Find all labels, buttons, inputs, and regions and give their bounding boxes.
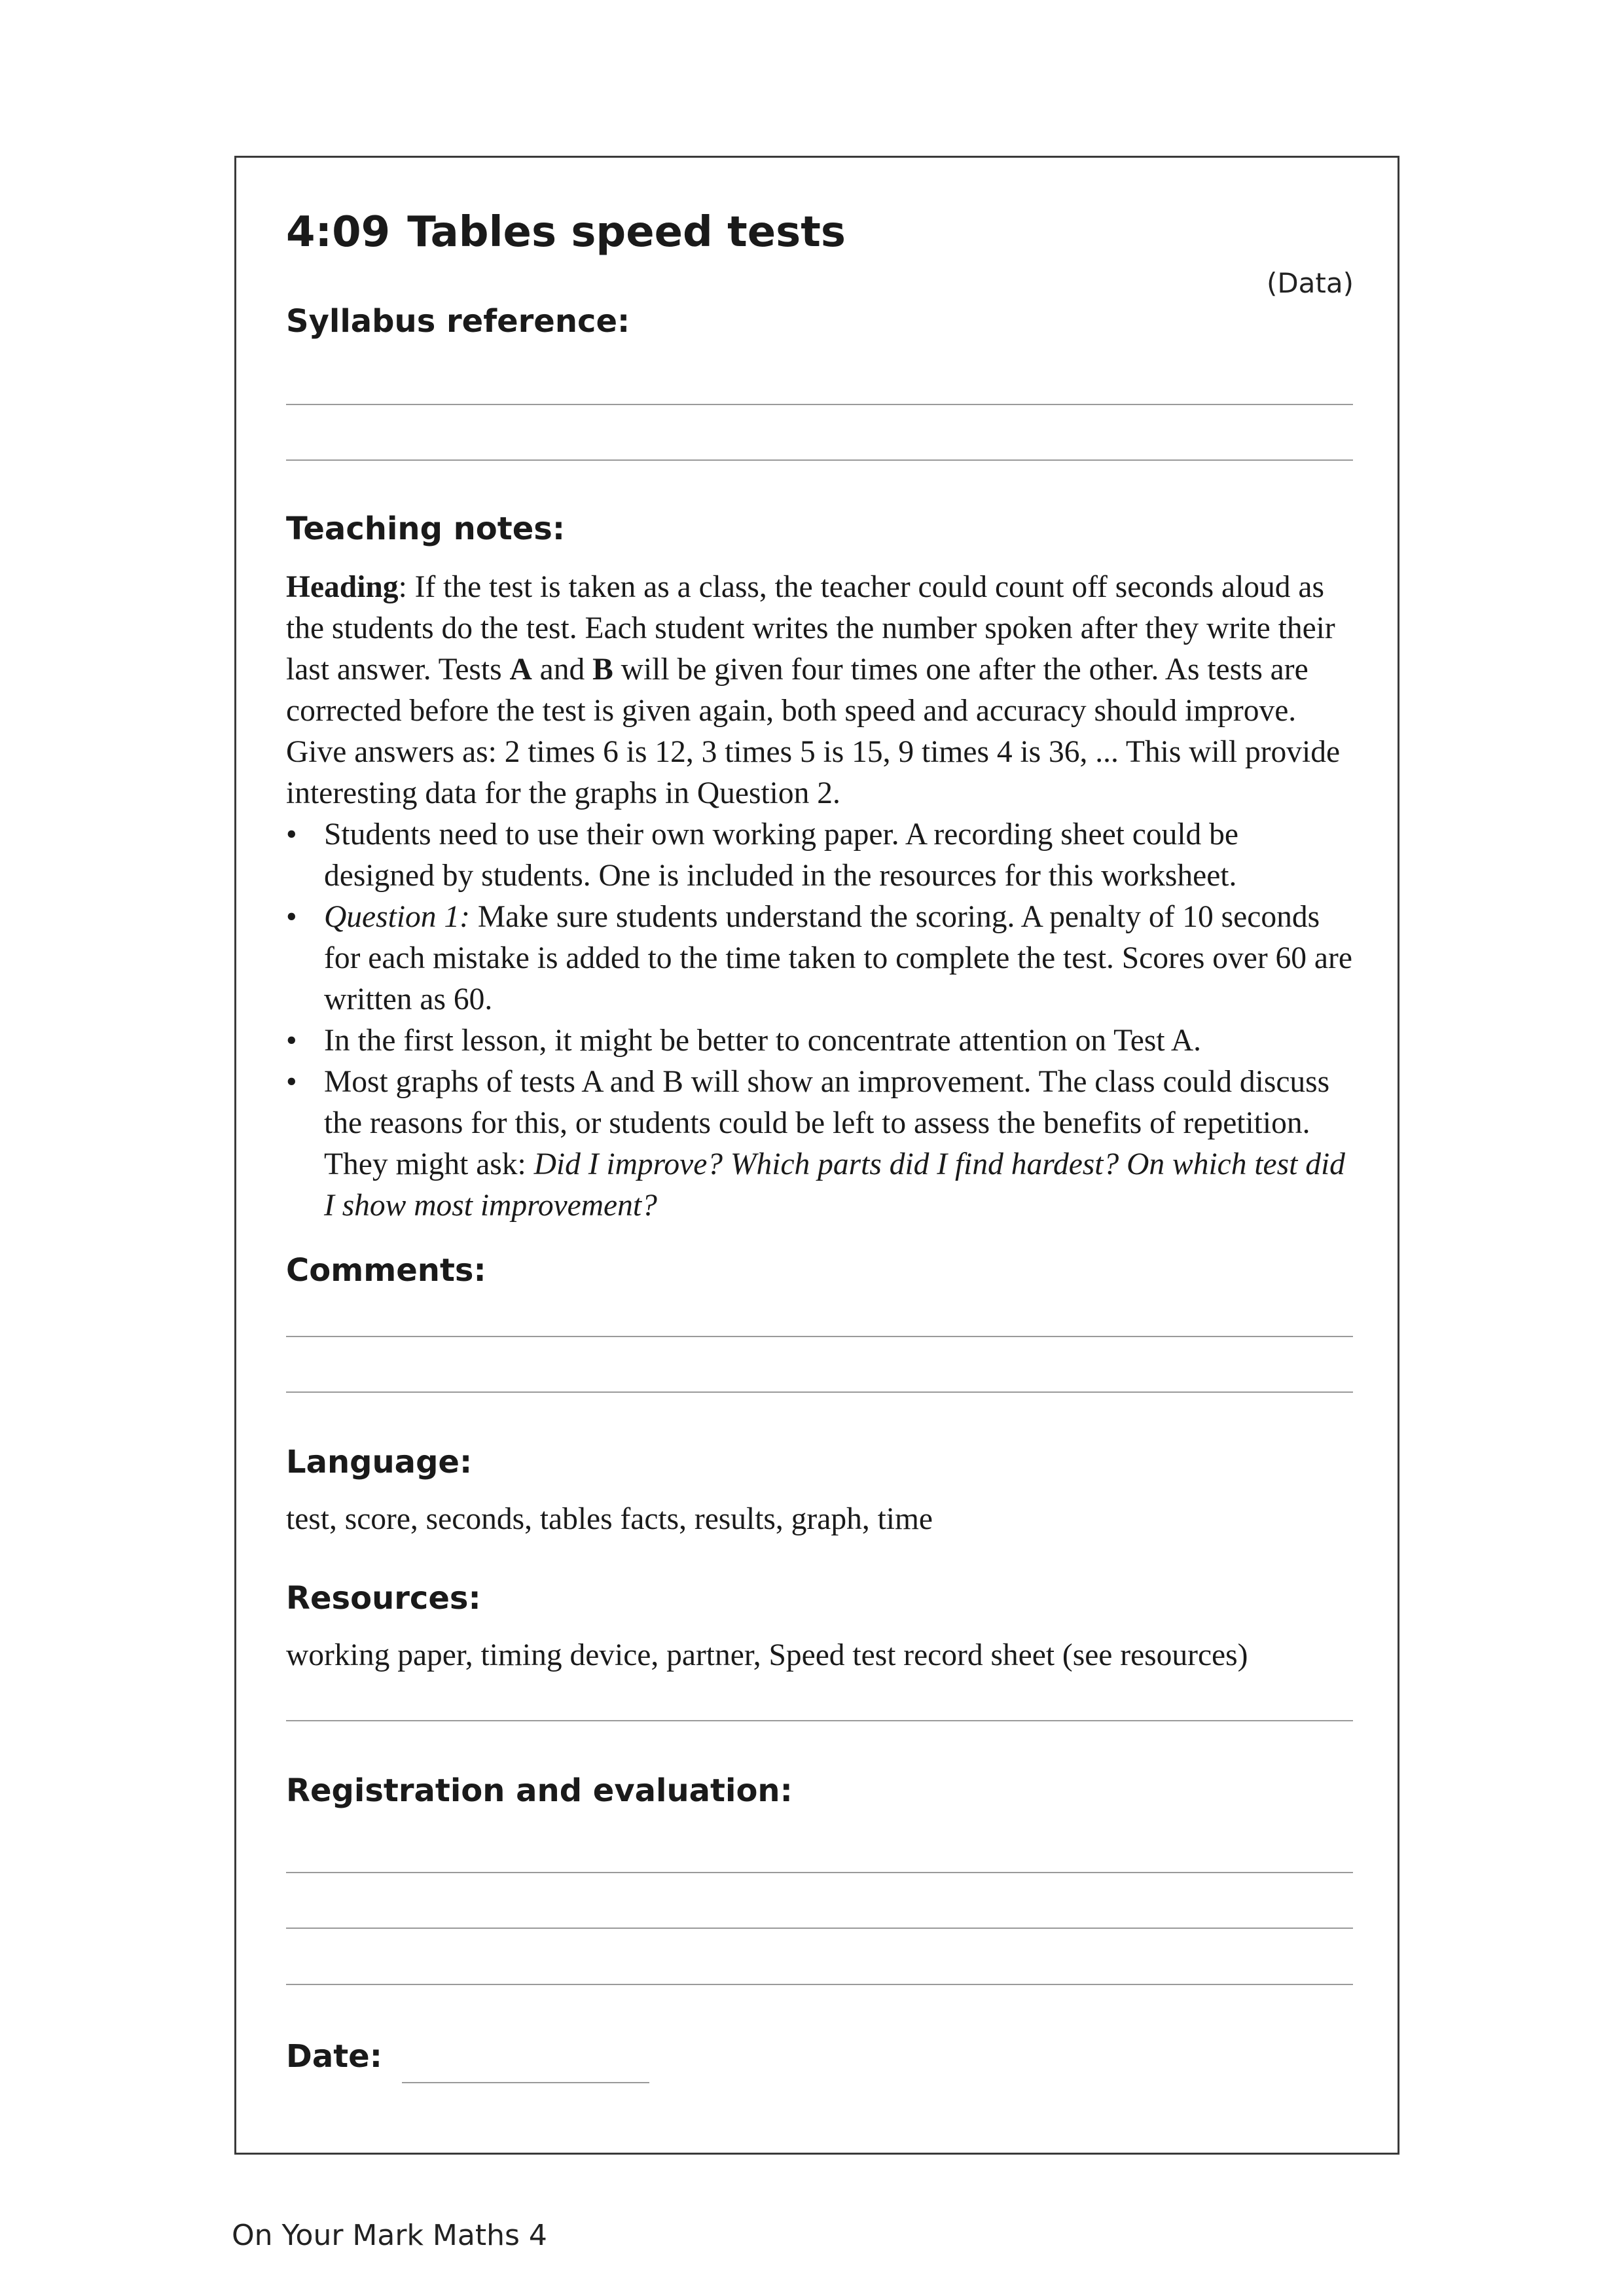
- date-field-line[interactable]: [402, 2082, 649, 2083]
- notes-test-a: A: [509, 653, 532, 687]
- notes-bullet-2: [286, 897, 1353, 1020]
- notes-intro-text-2: will be given four times one after the other. As tests are corrected before the test is given again, both speed and accuracy should improve. Give answers as: 2 times 6 is 12, 3 times 5 is 15, 9 times 4 is 36, ... This will provide interesting data for the graphs in Question 2.: [286, 653, 1341, 810]
- language-text: test, score, seconds, tables facts, results, graph, time: [286, 1502, 933, 1536]
- language-heading: Language:: [286, 1444, 473, 1480]
- registration-line-2: [286, 1928, 1353, 1929]
- resources-text: working paper, timing device, partner, Speed test record sheet (see resources): [286, 1638, 1248, 1672]
- notes-bullet-4-text: Most graphs of tests A and B will show an improvement. The class could discuss the reasons for this, or students could be left to assess the benefits of repetition. They might ask:: [324, 1065, 1330, 1181]
- resources-heading: Resources:: [286, 1580, 481, 1617]
- date-label: Date:: [286, 2038, 382, 2075]
- registration-line-1: [286, 1872, 1353, 1873]
- notes-intro-bold: Heading: [286, 570, 399, 604]
- notes-bullet-4: [286, 1062, 1353, 1227]
- title-number: 4:09: [286, 208, 391, 257]
- notes-test-b: B: [592, 653, 613, 687]
- syllabus-heading: Syllabus reference:: [286, 303, 630, 340]
- notes-intro-text-1: : If the test is taken as a class, the teacher could count off seconds aloud as the students do the test. Each student writes the number spoken after they write their last answer. Tests: [286, 570, 1335, 687]
- teaching-notes-heading: Teaching notes:: [286, 511, 566, 547]
- notes-bullet-4-italic: Did I improve? Which parts did I find hardest? On which test did I show most improvement?: [324, 1147, 1345, 1223]
- notes-bullet-2-text: Make sure students understand the scoring. A penalty of 10 seconds for each mistake is added to the time taken to complete the test. Scores over 60 are written as 60.: [324, 900, 1352, 1016]
- comments-line-2: [286, 1391, 1353, 1393]
- notes-bullet-3: • In the first lesson, it might be better to concentrate attention on Test A.: [286, 1020, 1353, 1062]
- notes-intro: [286, 567, 1353, 814]
- registration-heading: Registration and evaluation:: [286, 1772, 793, 1809]
- notes-bullet-2-italic: Question 1:: [324, 900, 470, 934]
- resources-line: [286, 1720, 1353, 1721]
- comments-heading: Comments:: [286, 1252, 486, 1289]
- notes-bullet-1: • Students need to use their own working paper. A recording sheet could be designed by students. One is included in the resources for this worksheet.: [286, 814, 1353, 897]
- syllabus-line-2: [286, 459, 1353, 461]
- book-footer: On Your Mark Maths 4: [232, 2219, 547, 2252]
- teaching-notes-body: [286, 567, 1353, 1227]
- comments-line-1: [286, 1336, 1353, 1337]
- title-text: Tables speed tests: [407, 208, 846, 257]
- notes-and: and: [532, 653, 593, 687]
- page-title: [286, 208, 846, 257]
- registration-line-3: [286, 1984, 1353, 1985]
- strand-tag: (Data): [1266, 267, 1354, 299]
- syllabus-line-1: [286, 404, 1353, 405]
- notes-bullet-list: [286, 814, 1353, 1227]
